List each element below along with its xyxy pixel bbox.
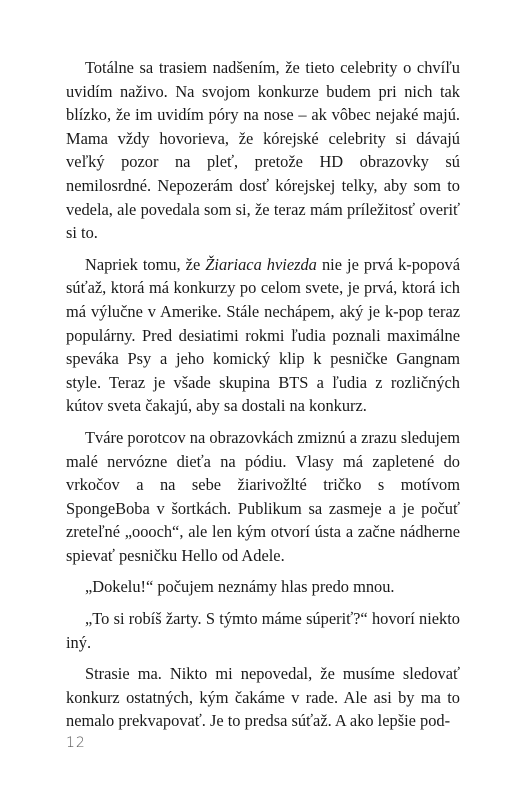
- body-text: [66, 56, 460, 733]
- paragraph: [66, 253, 460, 418]
- paragraph: Strasie ma. Nikto mi nepovedal, že musíme sledovať konkurz ostatných, kým čakáme v rade. Ale asi by ma to nemalo prekvapovať. Je to predsa súťaž. A ako lepšie pod-: [66, 664, 460, 731]
- paragraph: „To si robíš žarty. S týmto máme súperiť?“ hovorí niekto iný.: [66, 609, 460, 652]
- paragraph: „Dokelu!“ počujem neznámy hlas predo mnou.: [85, 577, 395, 597]
- show-title: Žiariaca hviezda: [205, 254, 317, 274]
- paragraph: Totálne sa trasiem nadšením, že tieto celebrity o chvíľu uvidím naživo. Na svojom konkurze budem pri nich tak blízko, že im uvidím póry na nose – ak vôbec nejaké majú. Mama vždy hovorieva, že kórejské celebrity si dávajú veľký pozor na pleť, pretože HD obrazovky sú nemilosrdné. Nepozerám dosť kórejskej telky, aby som to vedela, ale povedala som si, že teraz mám príležitosť overiť si to.: [66, 58, 460, 243]
- paragraph: Tváre porotcov na obrazovkách zmiznú a zrazu sledujem malé nervózne dieťa na pódiu. Vlasy má zapletené do vrkočov a na sebe žiarivožlté tričko s motívom SpongeBoba v šortkách. Publikum sa zasmeje a je počuť zreteľné „oooch“, ale len kým otvorí ústa a začne nádherne spievať pesničku Hello od Adele.: [66, 427, 460, 565]
- paragraph-text: Napriek tomu, že: [85, 254, 206, 274]
- page-number: 12: [66, 735, 86, 751]
- paragraph-text: nie je prvá k-popová súťaž, ktorá má konkurzy po celom svete, je prvá, ktorá ich má výlučne v Amerike. Stále nechápem, aký je k-pop teraz populárny. Pred desiatimi rokmi ľudia poznali maximálne speváka Psy a jeho komický klip k pesničke Gangnam style. Teraz je všade skupina BTS a ľudia z rozličných kútov sveta čakajú, aby sa dostali na konkurz.: [66, 254, 460, 416]
